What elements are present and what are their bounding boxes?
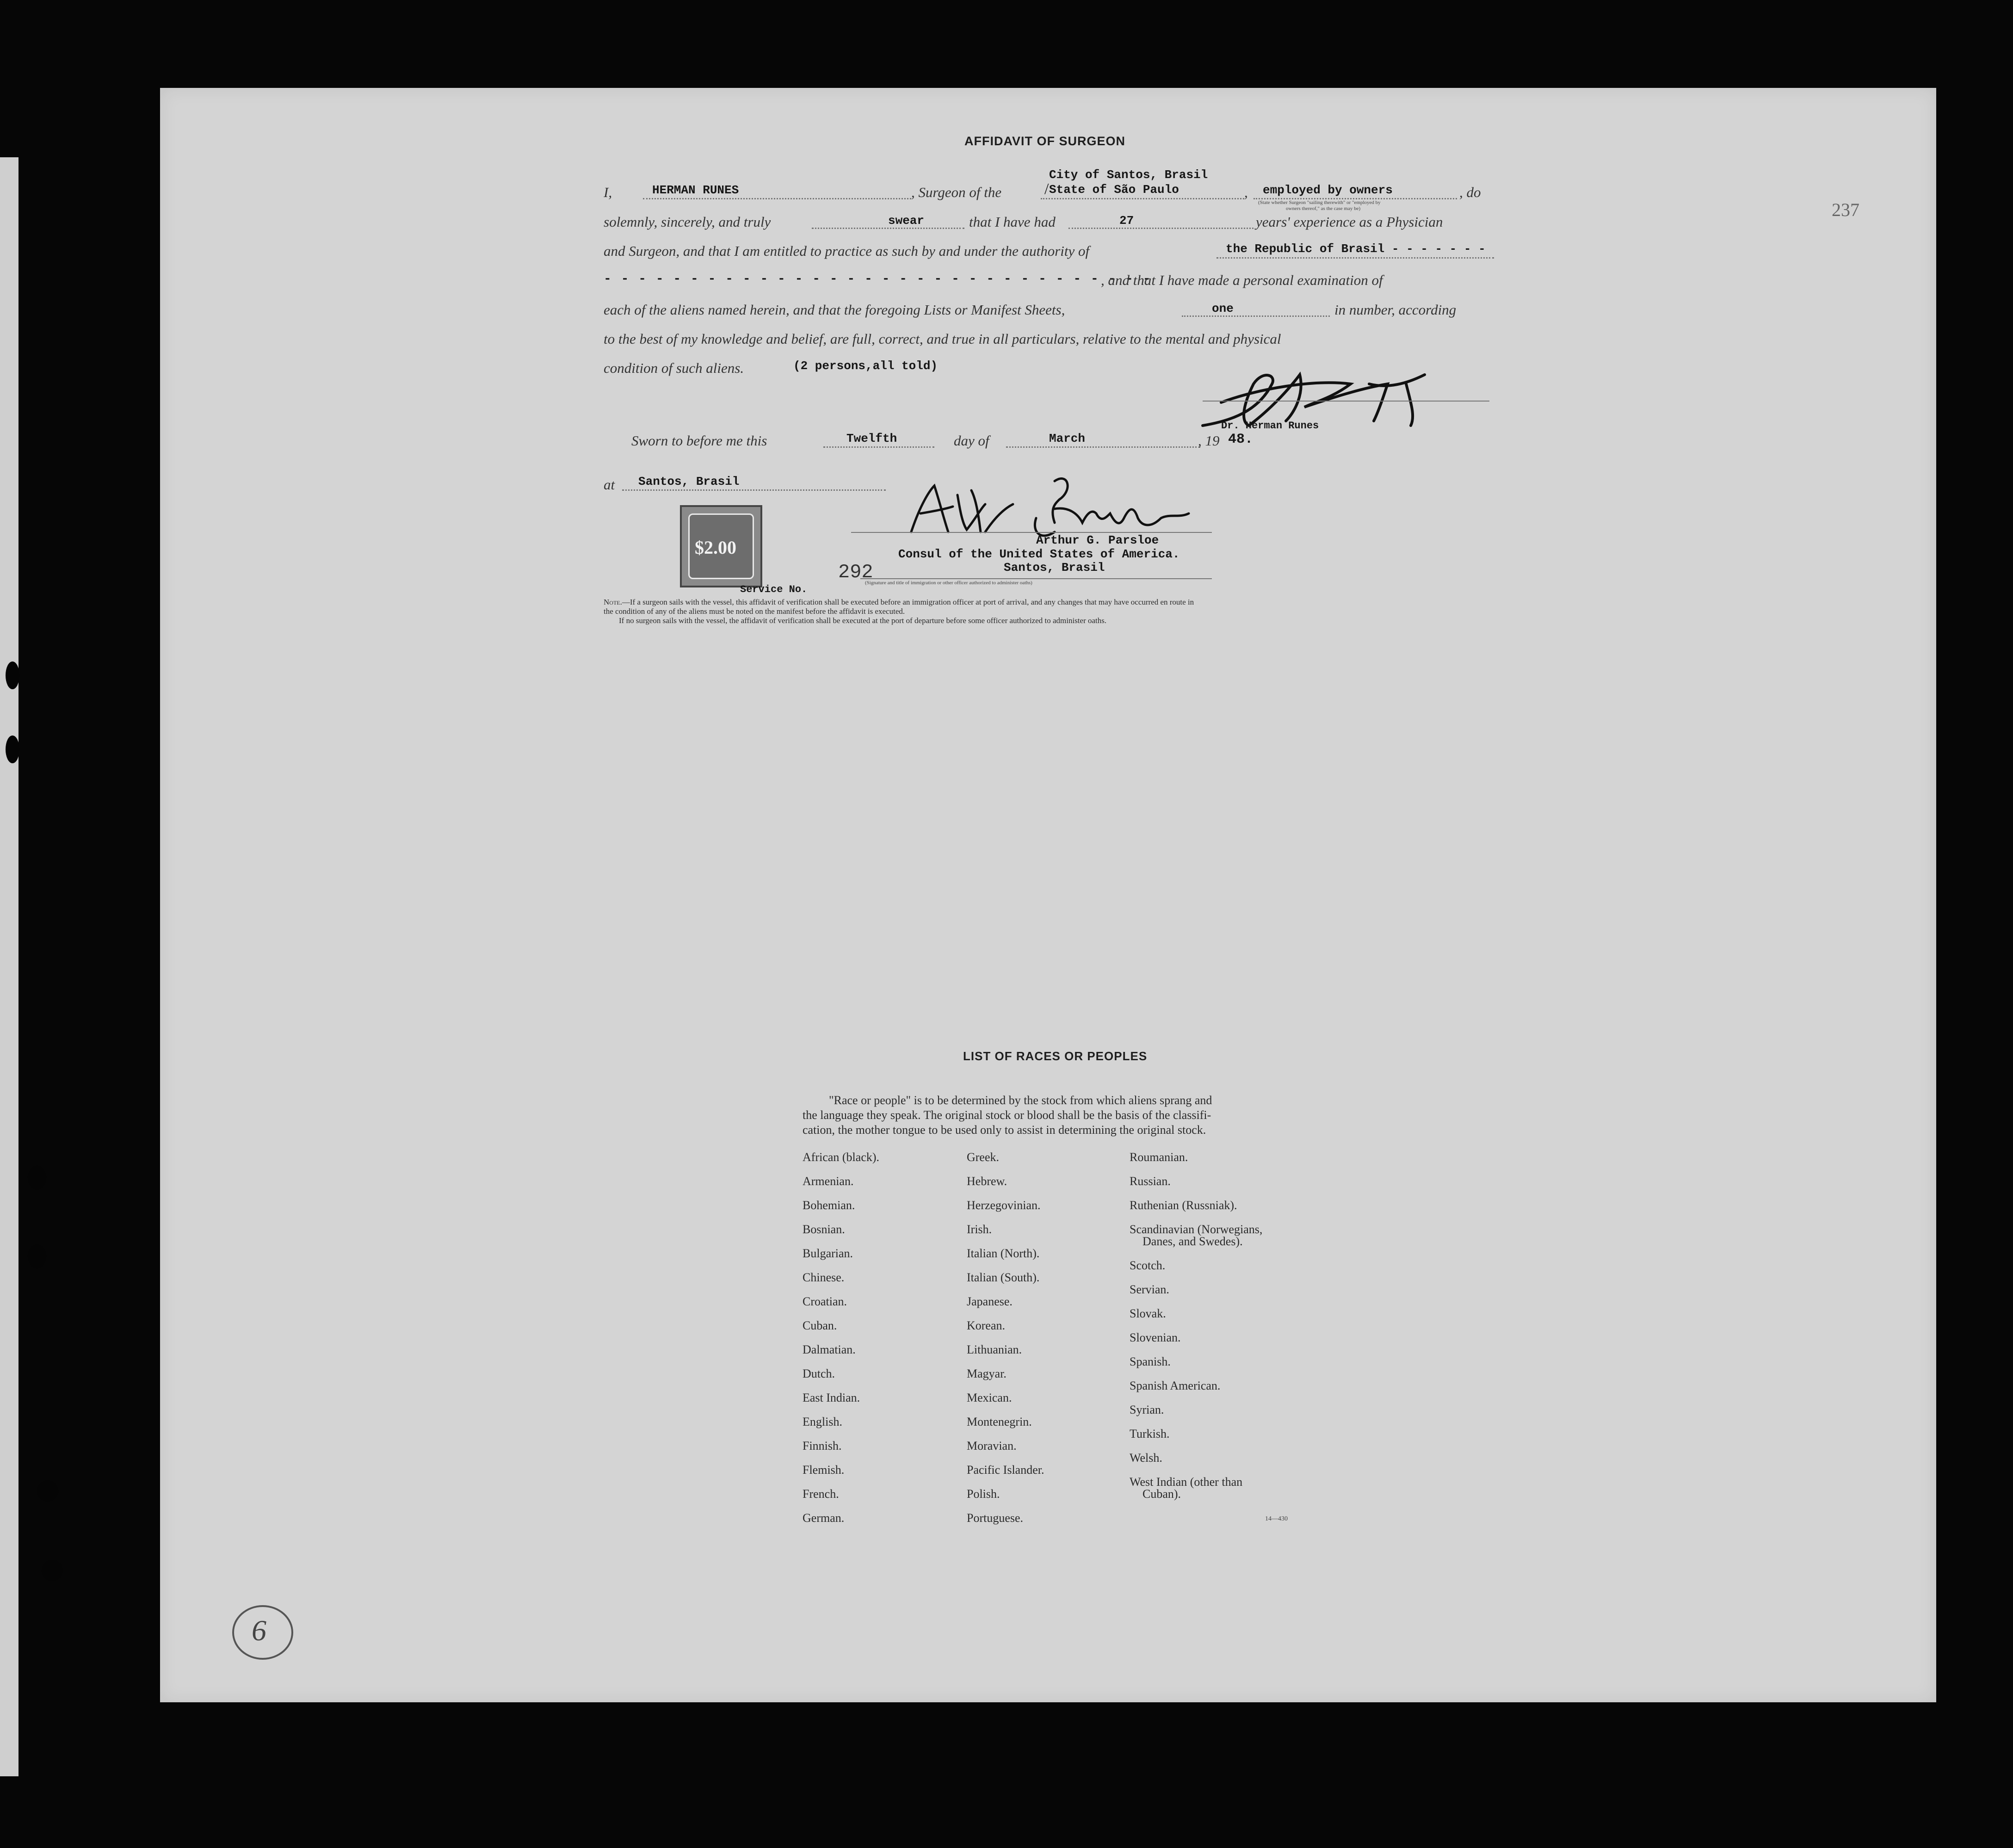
text-in-number: in number, according (1334, 302, 1457, 318)
officer-signature-line (851, 532, 1212, 533)
sheets-underline (1182, 315, 1330, 317)
race-item: Pacific Islander. (967, 1463, 1044, 1477)
punch-hole (28, 1244, 46, 1268)
race-item: African (black). (803, 1150, 880, 1164)
race-item: Magyar. (967, 1367, 1006, 1380)
vessel-underline (1041, 198, 1244, 199)
race-item: Spanish American. (1130, 1379, 1221, 1392)
race-item: Mexican. (967, 1391, 1012, 1404)
text-and-surgeon: and Surgeon, and that I am entitled to practice as such by and under the authority of (604, 243, 1090, 259)
surgeon-name: HERMAN RUNES (652, 183, 739, 197)
race-item: Russian. (1130, 1174, 1171, 1188)
race-item: Danes, and Swedes). (1142, 1235, 1243, 1248)
place-underline (622, 489, 886, 491)
punch-hole (42, 1560, 63, 1581)
sworn-year: 48. (1228, 432, 1253, 447)
authority-underline (1216, 257, 1494, 259)
race-item: Cuban). (1142, 1487, 1181, 1501)
text-best-knowledge: to the best of my knowledge and belief, are full, correct, and true in all particulars, relative to the mental and physical (604, 331, 1281, 347)
race-item: Welsh. (1130, 1451, 1162, 1465)
text-sworn: Sworn to before me this (631, 433, 767, 449)
vessel-line-2: State of São Paulo (1049, 183, 1179, 197)
race-item: Turkish. (1130, 1427, 1170, 1440)
race-item: Spanish. (1130, 1355, 1171, 1368)
oath-underline (812, 228, 964, 229)
years-experience: 27 (1119, 214, 1134, 228)
note-line-1 (604, 598, 1194, 607)
race-item: Herzegovinian. (967, 1199, 1041, 1212)
punch-hole (37, 1480, 58, 1502)
race-item: Hebrew. (967, 1174, 1007, 1188)
fee-number: 292 (838, 561, 873, 583)
place: Santos, Brasil (638, 475, 740, 488)
text-each-alien: each of the aliens named herein, and that the foregoing Lists or Manifest Sheets, (604, 302, 1065, 318)
circled-number (232, 1605, 293, 1660)
race-item: Scotch. (1130, 1259, 1166, 1272)
race-item: Bulgarian. (803, 1247, 853, 1260)
race-item: Flemish. (803, 1463, 845, 1477)
years-underline (1068, 228, 1253, 229)
text-comma: , (1244, 184, 1248, 200)
race-item: Scandinavian (Norwegians, (1130, 1223, 1263, 1236)
text-personal-examination: , and that I have made a personal examination of (1101, 272, 1383, 288)
note-label: Note. (604, 598, 622, 606)
vessel-line-1: City of Santos, Brasil (1049, 168, 1208, 182)
stamp-value: $2.00 (695, 537, 736, 558)
text-years-experience: years' experience as a Physician (1256, 214, 1443, 230)
race-item: Polish. (967, 1487, 1000, 1501)
race-item: Dalmatian. (803, 1343, 856, 1356)
race-item: Irish. (967, 1223, 992, 1236)
race-item: German. (803, 1511, 845, 1525)
race-item: Japanese. (967, 1295, 1013, 1308)
sworn-day: Twelfth (846, 432, 897, 445)
text-day-of: day of (954, 433, 989, 449)
race-item: Greek. (967, 1150, 1000, 1164)
sworn-month: March (1049, 432, 1086, 445)
race-item: English. (803, 1415, 842, 1428)
race-item: Dutch. (803, 1367, 835, 1380)
races-intro-1: "Race or people" is to be determined by the stock from which aliens sprang and (829, 1094, 1212, 1107)
revenue-stamp (680, 505, 762, 587)
race-item: Lithuanian. (967, 1343, 1022, 1356)
officer-title: Consul of the United States of America. (898, 547, 1180, 561)
races-title: LIST OF RACES OR PEOPLES (963, 1049, 1148, 1063)
vessel-bracket: / (1044, 180, 1049, 198)
races-intro-2: the language they speak. The original stock or blood shall be the basis of the classifi- (803, 1108, 1211, 1122)
race-item: Finnish. (803, 1439, 842, 1452)
month-underline (1006, 446, 1200, 448)
punch-hole (6, 735, 19, 763)
binding-strip (0, 157, 19, 1776)
race-item: West Indian (other than (1130, 1475, 1243, 1489)
race-item: Moravian. (967, 1439, 1017, 1452)
service-text: Service No. (740, 584, 808, 595)
day-underline (823, 446, 934, 448)
race-item: Bohemian. (803, 1199, 855, 1212)
race-item: Bosnian. (803, 1223, 845, 1236)
punch-hole (6, 661, 19, 689)
text-that-i-have-had: that I have had (969, 214, 1056, 230)
race-item: Korean. (967, 1319, 1006, 1332)
text-condition: condition of such aliens. (604, 360, 744, 376)
page-number: 237 (1832, 199, 1859, 220)
note-line-3: If no surgeon sails with the vessel, the affidavit of verification shall be executed at the port of departure before some officer authorized to administer oaths. (619, 616, 1107, 625)
affidavit-title: AFFIDAVIT OF SURGEON (964, 134, 1125, 148)
race-item: Servian. (1130, 1283, 1169, 1296)
affidavit-page (160, 88, 1936, 1702)
race-item: Slovenian. (1130, 1331, 1181, 1344)
text-at: at (604, 476, 615, 493)
surgeon-signature-line (1203, 401, 1489, 402)
race-item: Italian (South). (967, 1271, 1040, 1284)
punch-hole (28, 1166, 46, 1190)
text-19: , 19 (1198, 433, 1220, 449)
note-text-1: —If a surgeon sails with the vessel, this affidavit of verification shall be executed before an immigration officer at port of arrival, and any changes that may have occurred en route in (622, 598, 1194, 606)
text-do: , do (1459, 184, 1481, 200)
form-number: 14—430 (1265, 1515, 1288, 1522)
oath-word: swear (888, 214, 925, 228)
surgeon-typed-name: Dr. Herman Runes (1221, 420, 1319, 432)
name-underline (643, 198, 911, 199)
race-item: French. (803, 1487, 839, 1501)
race-item: Cuban. (803, 1319, 837, 1332)
race-item: Roumanian. (1130, 1150, 1188, 1164)
text-surgeon-of: , Surgeon of the (911, 184, 1002, 200)
race-item: Montenegrin. (967, 1415, 1032, 1428)
officer-name: Arthur G. Parsloe (1036, 533, 1159, 547)
authority: the Republic of Brasil - - - - - - - (1226, 242, 1486, 256)
race-item: East Indian. (803, 1391, 860, 1404)
race-item: Armenian. (803, 1174, 854, 1188)
officer-place: Santos, Brasil (1004, 561, 1105, 575)
officer-caption-line (860, 578, 1212, 579)
text-solemnly: solemnly, sincerely, and truly (604, 214, 771, 230)
persons-count: (2 persons,all told) (793, 359, 938, 373)
races-intro-3: cation, the mother tongue to be used only to assist in determining the original stock. (803, 1123, 1206, 1137)
race-item: Croatian. (803, 1295, 847, 1308)
race-item: Chinese. (803, 1271, 845, 1284)
race-item: Ruthenian (Russniak). (1130, 1199, 1237, 1212)
employment-underline (1253, 198, 1457, 199)
note-line-2: the condition of any of the aliens must be noted on the manifest before the affidavit is executed. (604, 607, 905, 616)
race-item: Portuguese. (967, 1511, 1024, 1525)
officer-caption: (Signature and title of immigration or other officer authorized to administer oaths) (865, 580, 1032, 586)
employment-status: employed by owners (1263, 183, 1393, 197)
race-item: Syrian. (1130, 1403, 1164, 1416)
circled-number-text: 6 (252, 1614, 266, 1647)
authority-continuation: - - - - - - - - - - - - - - - - - - - - - - - - - - - - - - - - (604, 272, 1152, 286)
employment-note-1: (State whether Surgeon "sailing therewith" or "employed by (1258, 200, 1381, 205)
race-item: Italian (North). (967, 1247, 1040, 1260)
race-item: Slovak. (1130, 1307, 1166, 1320)
text-i: I, (604, 184, 612, 200)
manifest-sheets-count: one (1212, 302, 1234, 315)
employment-note-2: owners thereof," as the case may be) (1286, 206, 1361, 211)
